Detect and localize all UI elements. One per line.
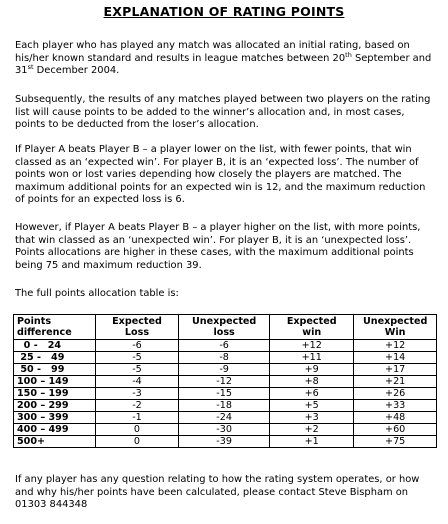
table-cell: +48 [354,412,437,424]
table-cell: -6 [179,340,270,352]
superscript-st: st [27,63,34,72]
points-allocation-table [13,314,437,448]
table-cell: +11 [270,352,354,364]
table-row [14,352,437,364]
table-cell: +21 [354,376,437,388]
table-row [14,424,437,436]
table-cell: +75 [354,436,437,448]
header-unexpected-win: Unexpected Win [354,315,437,340]
expected-win-paragraph: If Player A beats Player B – a player lower on the list, with fewer points, that win classed as an ‘expected win’. For player B, it is an ‘expected loss’. The number of points won or lost varies depending how closely the players are matched. The maximum additional points for an expected win is 12, and the maximum reduction of points for an expected loss is 6. [15,144,426,206]
contact-paragraph: If any player has any question relating to how the rating system operates, or how and why his/her points have been calculated, please contact Steve Bispham on 01303 844348 [15,474,420,511]
table-cell: -6 [95,340,178,352]
table-cell-range: 150 – 199 [14,388,96,400]
table-cell: 0 [95,424,178,436]
table-cell-range: 0 - 24 [14,340,96,352]
table-cell-range: 100 – 149 [14,376,96,388]
intro-text-end: December 2004. [33,65,120,77]
table-cell: +9 [270,364,354,376]
unexpected-win-paragraph: However, if Player A beats Player B – a player higher on the list, with more points, that win classed as an ‘unexpected win’. For player B, it is an ‘unexpected loss’. Points allocations are higher in these cases, with the maximum additional points being 75 and maximum reduction 39. [15,222,421,271]
table-cell-range: 300 – 399 [14,412,96,424]
table-cell: -3 [95,388,178,400]
table-cell: +3 [270,412,354,424]
table-cell: +8 [270,376,354,388]
intro-paragraph [15,40,437,78]
table-cell-range: 500+ [14,436,96,448]
table-header-row [14,315,437,340]
table-cell: -12 [179,376,270,388]
table-cell: -5 [95,352,178,364]
subsequent-results-paragraph: Subsequently, the results of any matches played between two players on the rating list will cause points to be added to the winner’s allocation and, in most cases, points to be deducted from the loser’s allocation. [15,94,431,131]
table-row [14,376,437,388]
header-expected-loss: Expected Loss [95,315,178,340]
table-cell-range: 400 – 499 [14,424,96,436]
table-row [14,364,437,376]
header-unexpected-loss: Unexpected loss [179,315,270,340]
table-row [14,340,437,352]
table-cell: +2 [270,424,354,436]
table-cell: +33 [354,400,437,412]
table-cell: -4 [95,376,178,388]
superscript-th: th [345,50,352,59]
table-cell: +17 [354,364,437,376]
table-row [14,412,437,424]
table-row [14,388,437,400]
table-cell: +60 [354,424,437,436]
table-cell: -30 [179,424,270,436]
table-cell: +5 [270,400,354,412]
header-expected-win: Expected win [270,315,354,340]
table-cell: +6 [270,388,354,400]
table-row [14,400,437,412]
table-cell: -24 [179,412,270,424]
table-intro-paragraph: The full points allocation table is: [15,288,179,299]
table-cell: -1 [95,412,178,424]
table-cell: +12 [270,340,354,352]
table-cell: +12 [354,340,437,352]
table-cell: +1 [270,436,354,448]
table-cell: 0 [95,436,178,448]
table-cell: -15 [179,388,270,400]
table-cell: +14 [354,352,437,364]
table-cell-range: 50 - 99 [14,364,96,376]
header-points-difference: Points difference [14,315,96,340]
table-row [14,436,437,448]
table-cell: -39 [179,436,270,448]
table-cell: -9 [179,364,270,376]
table-cell: -8 [179,352,270,364]
table-cell-range: 25 - 49 [14,352,96,364]
table-cell: -5 [95,364,178,376]
table-cell: -18 [179,400,270,412]
table-cell-range: 200 – 299 [14,400,96,412]
intro-text-middle: September and 31 [15,52,432,77]
intro-text-start: Each player who has played any match was allocated an initial rating, based on his/her known standard and results in league matches between 20 [15,40,410,64]
table-cell: +26 [354,388,437,400]
table-cell: -2 [95,400,178,412]
page-title: EXPLANATION OF RATING POINTS [103,4,345,19]
